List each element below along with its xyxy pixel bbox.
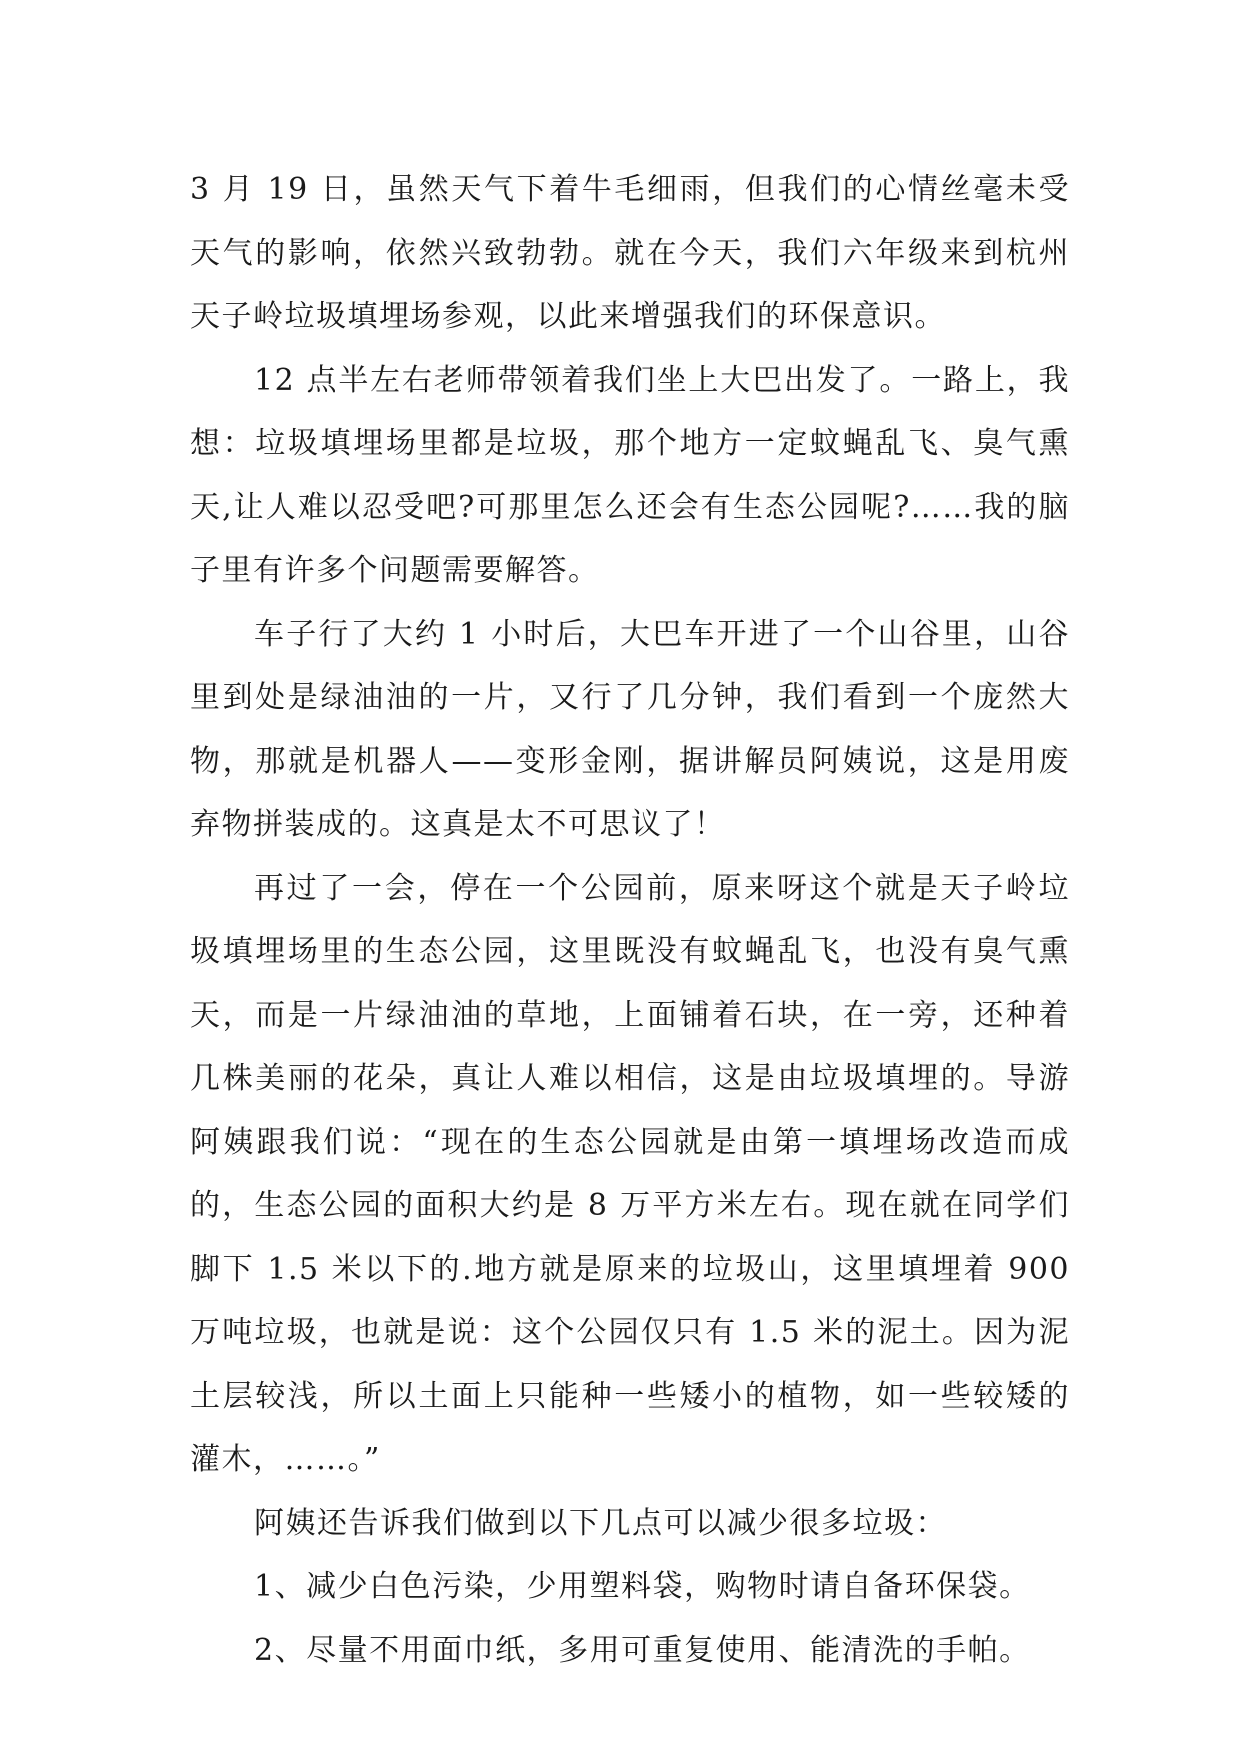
paragraph-4: 再过了一会，停在一个公园前，原来呀这个就是天子岭垃圾填埋场里的生态公园，这里既没有蚊蝇乱飞，也没有臭气熏天，而是一片绿油油的草地，上面铺着石块，在一旁，还种着几株美丽的花朵，真让人难以相信，这是由垃圾填埋的。导游阿姨跟我们说：“现在的生态公园就是由第一填埋场改造而成的，生态公园的面积大约是 8 万平方米左右。现在就在同学们脚下 1.5 米以下的.地方就是原来的垃圾山，这里填埋着 900 万吨垃圾，也就是说：这个公园仅只有 1.5 米的泥土。因为泥土层较浅，所以土面上只能种一些矮小的植物，如一些较矮的灌木，……。” [190, 870, 1070, 1477]
document-body [190, 158, 1070, 1682]
list-item-1: 1、减少白色污染，少用塑料袋，购物时请自备环保袋。 [254, 1569, 1031, 1604]
paragraph-3: 车子行了大约 1 小时后，大巴车开进了一个山谷里，山谷里到处是绿油油的一片，又行了几分钟，我们看到一个庞然大物，那就是机器人——变形金刚，据讲解员阿姨说，这是用废弃物拼装成的。这真是太不可思议了！ [190, 616, 1070, 842]
paragraph-5: 阿姨还告诉我们做到以下几点可以减少很多垃圾： [254, 1505, 947, 1541]
paragraph-1: 3 月 19 日，虽然天气下着牛毛细雨，但我们的心情丝毫未受天气的影响，依然兴致勃勃。就在今天，我们六年级来到杭州天子岭垃圾填埋场参观，以此来增强我们的环保意识。 [190, 172, 1070, 334]
paragraph-2: 12 点半左右老师带领着我们坐上大巴出发了。一路上，我想：垃圾填埋场里都是垃圾，那个地方一定蚊蝇乱飞、臭气熏天,让人难以忍受吧?可那里怎么还会有生态公园呢?……我的脑子里有许多个问题需要解答。 [190, 362, 1070, 588]
list-item-2: 2、尽量不用面巾纸，多用可重复使用、能清洗的手帕。 [254, 1632, 1031, 1668]
